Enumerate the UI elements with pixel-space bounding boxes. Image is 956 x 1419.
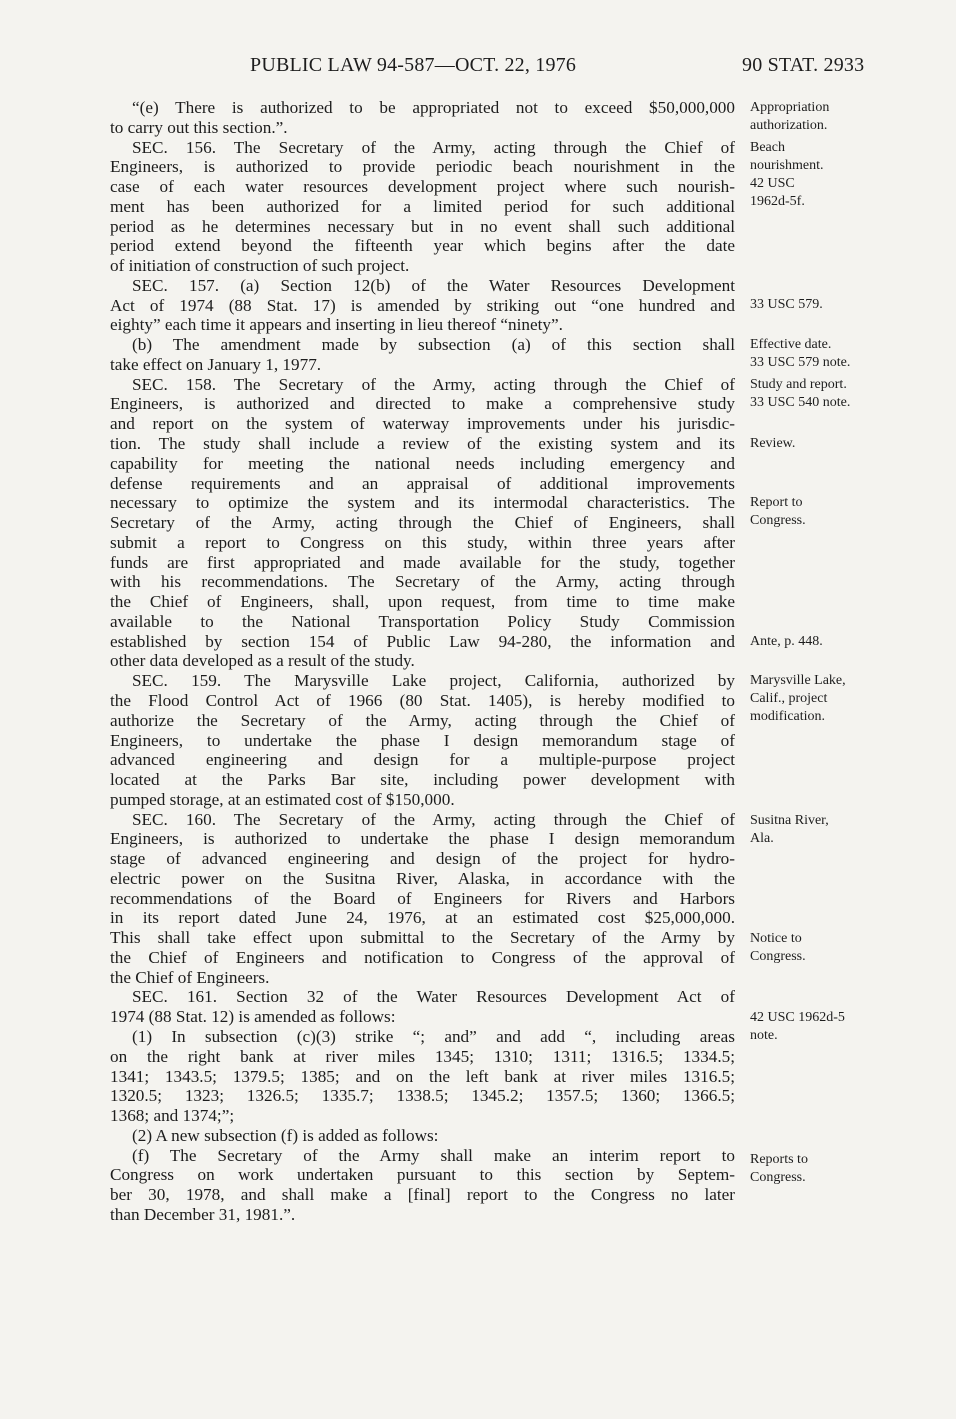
text-line: Secretary of the Army, acting through the Chief of Engineers, shall: [110, 513, 735, 533]
text-line: Congress on work undertaken pursuant to this section by Septem-: [110, 1165, 735, 1185]
margin-note: [750, 672, 890, 726]
margin-note-line: Susitna River,: [750, 813, 829, 828]
text-line: stage of advanced engineering and design of the project for hydro-: [110, 849, 735, 869]
margin-note: [750, 1009, 890, 1045]
margin-note: [750, 99, 890, 135]
margin-note: [750, 435, 890, 453]
margin-note-line: authorization.: [750, 118, 828, 133]
text-line: period extend beyond the fifteenth year which begins after the date: [110, 236, 735, 256]
text-line: on the right bank at river miles 1345; 1310; 1311; 1316.5; 1334.5;: [110, 1046, 735, 1066]
text-line: ment has been authorized for a limited period for such additional: [110, 196, 735, 216]
text-line: tion. The study shall include a review of the existing system and its: [110, 434, 735, 454]
margin-note-line: Review.: [750, 436, 796, 451]
text-line: period as he determines necessary but in no event shall such additional: [110, 216, 735, 236]
text-line: SEC. 156. The Secretary of the Army, acting through the Chief of: [132, 137, 735, 157]
text-line: Engineers, is authorized to provide periodic beach nourishment in the: [110, 157, 735, 177]
text-line: (b) The amendment made by subsection (a) of this section shall: [132, 335, 735, 355]
text-line: 1974 (88 Stat. 12) is amended as follows:: [110, 1007, 396, 1027]
text-line: 1320.5; 1323; 1326.5; 1335.7; 1338.5; 1345.2; 1357.5; 1360; 1366.5;: [110, 1086, 735, 1106]
margin-note: [750, 494, 890, 530]
text-line: in its report dated June 24, 1976, at an estimated cost $25,000,000.: [110, 908, 735, 928]
text-line: Act of 1974 (88 Stat. 17) is amended by striking out “one hundred and: [110, 295, 735, 315]
margin-note-line: 33 USC 540 note.: [750, 395, 851, 410]
body-text: [110, 98, 735, 1225]
text-line: take effect on January 1, 1977.: [110, 354, 322, 374]
text-line: authorize the Secretary of the Army, acting through the Chief of: [110, 710, 735, 730]
margin-note-line: Congress.: [750, 1170, 806, 1185]
text-line: SEC. 158. The Secretary of the Army, acting through the Chief of: [132, 374, 735, 394]
text-line: the Flood Control Act of 1966 (80 Stat. 1405), is hereby modified to: [110, 690, 735, 710]
margin-note-line: Congress.: [750, 949, 806, 964]
margin-note-line: Effective date.: [750, 337, 832, 352]
text-line: SEC. 161. Section 32 of the Water Resources Development Act of: [132, 987, 735, 1007]
text-line: advanced engineering and design for a multiple-purpose project: [110, 750, 735, 770]
text-line: established by section 154 of Public Law 94-280, the information and: [110, 631, 735, 651]
margin-note-line: 42 USC 1962d-5: [750, 1010, 845, 1025]
text-line: with his recommendations. The Secretary of the Army, acting through: [110, 572, 735, 592]
text-line: 1341; 1343.5; 1379.5; 1385; and on the left bank at river miles 1316.5;: [110, 1066, 735, 1086]
margin-note: [750, 633, 890, 651]
text-line: the Chief of Engineers.: [110, 967, 270, 987]
margin-note: [750, 296, 890, 314]
margin-note-line: 33 USC 579.: [750, 297, 823, 312]
margin-note-line: note.: [750, 1028, 778, 1043]
running-header-title: PUBLIC LAW 94-587—OCT. 22, 1976: [250, 54, 577, 76]
text-line: ber 30, 1978, and shall make a [final] report to the Congress no later: [110, 1185, 735, 1205]
text-line: Engineers, is authorized and directed to make a comprehensive study: [110, 394, 735, 414]
text-line: (2) A new subsection (f) is added as follows:: [132, 1125, 439, 1145]
text-line: to carry out this section.”.: [110, 117, 288, 137]
text-line: and report on the system of waterway improvements under his jurisdic-: [110, 414, 735, 434]
text-line: eighty” each time it appears and inserting in lieu thereof “ninety”.: [110, 315, 563, 335]
margin-note-line: Notice to: [750, 931, 802, 946]
text-line: of initiation of construction of such project.: [110, 256, 410, 276]
text-line: located at the Parks Bar site, including power development with: [110, 770, 735, 790]
margin-note-line: 1962d-5f.: [750, 194, 805, 209]
statute-page-number: 90 STAT. 2933: [742, 54, 865, 76]
margin-note-line: Beach: [750, 140, 785, 155]
text-line: recommendations of the Board of Engineers for Rivers and Harbors: [110, 888, 735, 908]
text-line: electric power on the Susitna River, Alaska, in accordance with the: [110, 868, 735, 888]
margin-note-line: modification.: [750, 709, 826, 724]
margin-note: [750, 1151, 890, 1187]
text-line: submit a report to Congress on this study, within three years after: [110, 532, 735, 552]
margin-note-line: Appropriation: [750, 100, 830, 115]
margin-note: [750, 376, 890, 412]
text-line: Engineers, to undertake the phase I design memorandum stage of: [110, 730, 735, 750]
margin-note-line: Ante, p. 448.: [750, 634, 823, 649]
text-line: “(e) There is authorized to be appropriated not to exceed $50,000,000: [132, 98, 735, 117]
margin-note: [750, 139, 890, 211]
text-line: capability for meeting the national needs including emergency and: [110, 453, 735, 473]
text-line: pumped storage, at an estimated cost of $150,000.: [110, 789, 455, 809]
text-line: (f) The Secretary of the Army shall make an interim report to: [132, 1145, 735, 1165]
margin-note-line: Study and report.: [750, 377, 847, 392]
margin-note-line: 33 USC 579 note.: [750, 355, 851, 370]
margin-note: [750, 336, 890, 372]
margin-note-line: Marysville Lake,: [750, 673, 846, 688]
text-line: funds are first appropriated and made available for the study, together: [110, 552, 735, 572]
text-line: than December 31, 1981.”.: [110, 1204, 296, 1224]
text-line: Engineers, is authorized to undertake the phase I design memorandum: [110, 829, 735, 849]
text-line: other data developed as a result of the study.: [110, 651, 415, 671]
text-line: SEC. 160. The Secretary of the Army, acting through the Chief of: [132, 809, 735, 829]
text-line: This shall take effect upon submittal to the Secretary of the Army by: [110, 928, 735, 948]
margin-note: [750, 812, 890, 848]
text-line: case of each water resources development project where such nourish-: [110, 177, 735, 197]
text-line: defense requirements and an appraisal of additional improvements: [110, 473, 735, 493]
text-line: necessary to optimize the system and its intermodal characteristics. The: [110, 493, 735, 513]
text-line: the Chief of Engineers, shall, upon request, from time to time make: [110, 592, 735, 612]
text-line: available to the National Transportation Policy Study Commission: [110, 611, 735, 631]
margin-note-line: nourishment.: [750, 158, 824, 173]
text-line: SEC. 159. The Marysville Lake project, California, authorized by: [132, 671, 735, 691]
margin-note-line: Reports to: [750, 1152, 808, 1167]
margin-note-line: Ala.: [750, 831, 774, 846]
margin-note-line: Congress.: [750, 513, 806, 528]
margin-note-line: Report to: [750, 495, 803, 510]
text-line: 1368; and 1374;”;: [110, 1106, 235, 1126]
text-line: (1) In subsection (c)(3) strike “; and” and add “, including areas: [132, 1026, 735, 1046]
margin-note-line: Calif., project: [750, 691, 828, 706]
margin-note-line: 42 USC: [750, 176, 795, 191]
margin-note: [750, 930, 890, 966]
text-line: the Chief of Engineers and notification to Congress of the approval of: [110, 947, 735, 967]
text-line: SEC. 157. (a) Section 12(b) of the Water Resources Development: [132, 275, 735, 295]
